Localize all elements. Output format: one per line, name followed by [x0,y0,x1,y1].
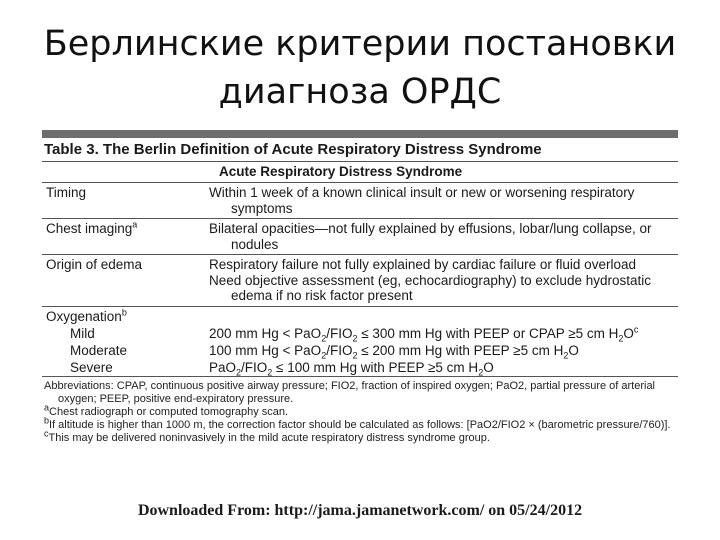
footnote-b: $^b$If altitude is higher than 1000 m, the correction factor should be calculated as follows: [PaO2/FIO2 × (barometric pressure/760)]. [44,414,671,431]
oxygenation-severe [42,359,678,376]
footnote-c: $^c$This may be delivered noninvasively in the mild acute respiratory distress syndrome group. [44,427,490,444]
slide-title [0,20,720,116]
column-header-empty [42,162,207,182]
severity-value: $PaO_2/FIO_2 \le 100$ mm Hg with PEEP ≥5 cm $H_2O$ [209,359,494,378]
oxygenation-label: Oxygenation$^b$ [46,307,127,324]
table-row-chest-imaging [42,219,678,255]
severity-label: Severe [70,359,113,375]
row-value: Within 1 week of a known clinical insult or new or worsening respiratory symptoms [209,185,635,216]
footnote-a: $^a$Chest radiograph or computed tomography scan. [44,401,289,418]
row-label: Chest imaging$^a$ [46,219,138,236]
footnote-mark: b [121,307,127,317]
table-number: Table 3. [44,141,99,158]
oxygenation-moderate [42,342,678,359]
column-header: Acute Respiratory Distress Syndrome [219,164,463,179]
table-row-origin-of-edema [42,255,678,307]
row-label: Origin of edema [46,257,143,272]
row-value: Bilateral opacities—not fully explained by effusions, lobar/lung collapse, or nodules [209,221,652,252]
slide-title-line2: диагноза ОРДС [218,72,502,112]
table-caption [42,138,678,162]
row-label: Timing [46,185,87,200]
row-value-2: Need objective assessment (eg, echocardiography) to exclude hydrostatic edema if no risk factor present [209,272,651,303]
table-row-timing [42,183,678,219]
column-header-row [42,162,678,183]
severity-label: Mild [70,325,95,341]
severity-label: Moderate [70,342,128,358]
footnotes [42,377,678,445]
top-rule [42,130,678,138]
footnote-abbreviations: Abbreviations: CPAP, continuous positive airway pressure; FIO2, fraction of inspired oxygen; PaO2, partial pressure of arterial oxygen; PEEP, positive end-expiratory pressure. [44,379,656,405]
severity-value: 100 mm $Hg < PaO_2/FIO_2 \le 200$ mm Hg with PEEP ≥5 cm $H_2O$ [209,342,579,361]
oxygenation-mild [42,325,678,342]
table-row-oxygenation [42,307,678,377]
document-excerpt [42,130,678,445]
footnote-mark: a [132,219,138,230]
row-value: Respiratory failure not fully explained by cardiac failure or fluid overload [209,257,636,272]
severity-value: 200 mm $Hg < PaO_2/FIO_2 \le 300$ mm Hg with PEEP or CPAP ≥5 cm $H_2O^c$ [209,324,639,344]
download-source-line: Downloaded From: http://jama.jamanetwork.com/ on 05/24/2012 [137,502,583,519]
slide-title-line1: Берлинские критерии постановки [43,24,677,64]
table-title: The Berlin Definition of Acute Respiratory Distress Syndrome [102,141,542,158]
